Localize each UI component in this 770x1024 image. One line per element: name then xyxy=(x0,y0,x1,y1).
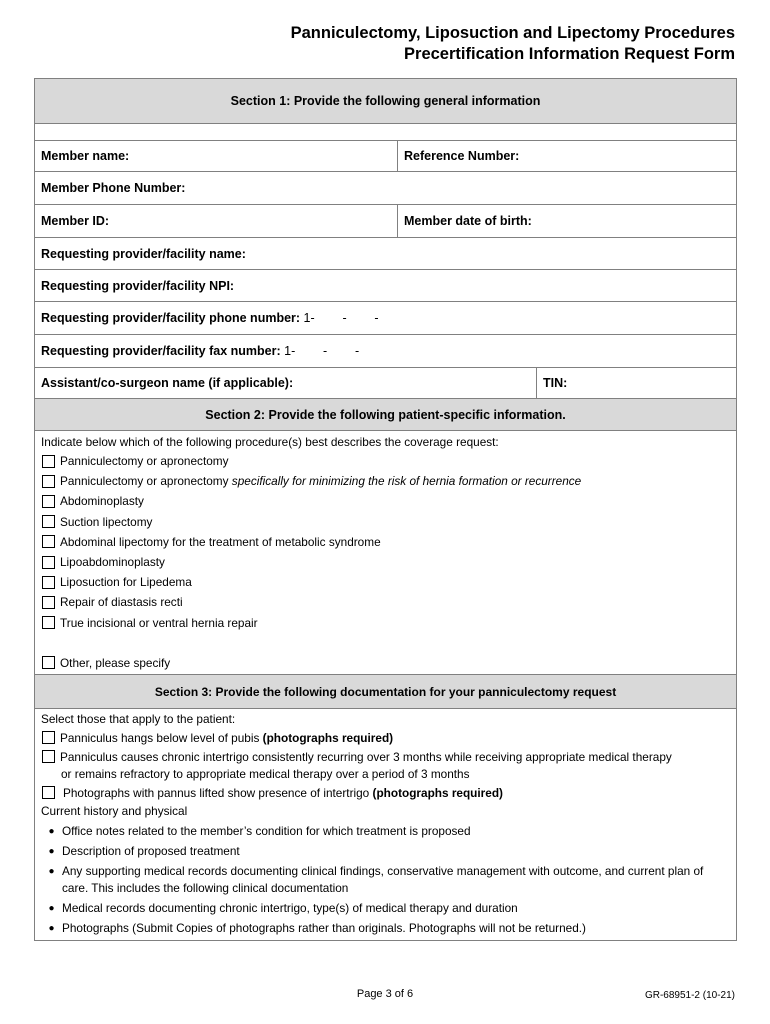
form-code: GR-68951-2 (10-21) xyxy=(644,990,735,1001)
form-title-line2: Precertification Information Request Form xyxy=(404,45,735,63)
doc-option-2-continued: or remains refractory to appropriate medical therapy over a period of 3 months xyxy=(61,767,470,781)
section3-intro: Select those that apply to the patient: xyxy=(41,712,236,726)
checkbox[interactable] xyxy=(42,515,55,528)
procedure-option-5[interactable]: Abdominal lipectomy for the treatment of metabolic syndrome xyxy=(41,532,730,552)
current-history-label: Current history and physical xyxy=(41,804,188,818)
procedure-option-2[interactable]: Panniculectomy or apronectomy specifically for minimizing the risk of hernia formation or recurrence xyxy=(41,471,730,491)
checkbox[interactable] xyxy=(42,535,55,548)
bullet-item: ● Office notes related to the member’s condition for which treatment is proposed xyxy=(41,823,730,843)
bullet-item: ● Description of proposed treatment xyxy=(41,843,730,863)
procedure-option-3[interactable]: Abdominoplasty xyxy=(41,491,730,511)
member-id-field[interactable]: Member ID: xyxy=(35,205,398,238)
provider-fax-field[interactable] xyxy=(35,335,737,368)
bullet-icon: ● xyxy=(48,846,55,857)
bullet-item: ● Photographs (Submit Copies of photographs rather than originals. Photographs will not be returned.) xyxy=(41,920,730,940)
checkbox[interactable] xyxy=(42,656,55,669)
procedure-option-6[interactable]: Lipoabdominoplasty xyxy=(41,552,730,572)
procedure-option-4[interactable]: Suction lipectomy xyxy=(41,512,730,532)
procedure-option-1[interactable]: Panniculectomy or apronectomy xyxy=(41,451,730,471)
provider-fax-label: Requesting provider/facility fax number: xyxy=(41,344,281,358)
provider-fax-value: 1- - - xyxy=(284,344,360,358)
checkbox[interactable] xyxy=(42,750,55,763)
doc-option-1[interactable]: Panniculus hangs below level of pubis (photographs required) xyxy=(41,728,730,747)
option2-qualifier: specifically for minimizing the risk of hernia formation or recurrence xyxy=(231,474,582,489)
tin-field[interactable]: TIN: xyxy=(537,368,737,399)
bullet-item: ● Any supporting medical records documenting clinical findings, conservative management with outcome, and current plan of care. This includes the following clinical documentation xyxy=(41,863,730,900)
precert-form-table xyxy=(34,78,737,941)
checkbox[interactable] xyxy=(42,596,55,609)
procedure-option-9[interactable]: True incisional or ventral hernia repair xyxy=(41,613,730,633)
bullet-icon: ● xyxy=(48,923,55,934)
provider-npi-field[interactable]: Requesting provider/facility NPI: xyxy=(35,270,737,302)
procedure-option-other[interactable]: Other, please specify xyxy=(41,653,730,673)
doc-option-2[interactable]: Panniculus causes chronic intertrigo consistently recurring over 3 months while receiving appropriate medical therapy xyxy=(41,747,730,766)
member-dob-field[interactable]: Member date of birth: xyxy=(398,205,737,238)
section3-heading: Section 3: Provide the following documentation for your panniculectomy request xyxy=(35,675,737,709)
checkbox[interactable] xyxy=(42,576,55,589)
provider-phone-label: Requesting provider/facility phone number: xyxy=(41,311,301,325)
checkbox[interactable] xyxy=(42,731,55,744)
checkbox[interactable] xyxy=(42,786,55,799)
provider-name-field[interactable]: Requesting provider/facility name: xyxy=(35,238,737,270)
doc-option-3[interactable]: Photographs with pannus lifted show presence of intertrigo (photographs required) xyxy=(41,783,730,802)
bullet-icon: ● xyxy=(48,826,55,837)
section3-body xyxy=(35,709,737,941)
assistant-name-field[interactable]: Assistant/co-surgeon name (if applicable): xyxy=(35,368,537,399)
provider-phone-value: 1- - - xyxy=(303,311,379,325)
section2-intro: Indicate below which of the following procedure(s) best describes the coverage request: xyxy=(41,435,499,449)
section2-body xyxy=(35,431,737,675)
checkbox[interactable] xyxy=(42,556,55,569)
checkbox[interactable] xyxy=(42,616,55,629)
checkbox[interactable] xyxy=(42,495,55,508)
section1-heading: Section 1: Provide the following general information xyxy=(35,79,737,124)
member-phone-field[interactable]: Member Phone Number: xyxy=(35,172,737,205)
reference-number-field[interactable]: Reference Number: xyxy=(398,141,737,172)
procedure-option-7[interactable]: Liposuction for Lipedema xyxy=(41,572,730,592)
page-number: Page 3 of 6 xyxy=(356,988,414,1000)
bullet-item: ● Medical records documenting chronic intertrigo, type(s) of medical therapy and duration xyxy=(41,900,730,920)
provider-phone-field[interactable] xyxy=(35,302,737,335)
checkbox[interactable] xyxy=(42,455,55,468)
section2-heading: Section 2: Provide the following patient-specific information. xyxy=(35,399,737,431)
checkbox[interactable] xyxy=(42,475,55,488)
member-name-field[interactable]: Member name: xyxy=(35,141,398,172)
form-title-line1: Panniculectomy, Liposuction and Lipectomy Procedures xyxy=(290,24,735,42)
procedure-option-8[interactable]: Repair of diastasis recti xyxy=(41,592,730,612)
bullet-icon: ● xyxy=(48,903,55,914)
bullet-icon: ● xyxy=(48,866,55,877)
